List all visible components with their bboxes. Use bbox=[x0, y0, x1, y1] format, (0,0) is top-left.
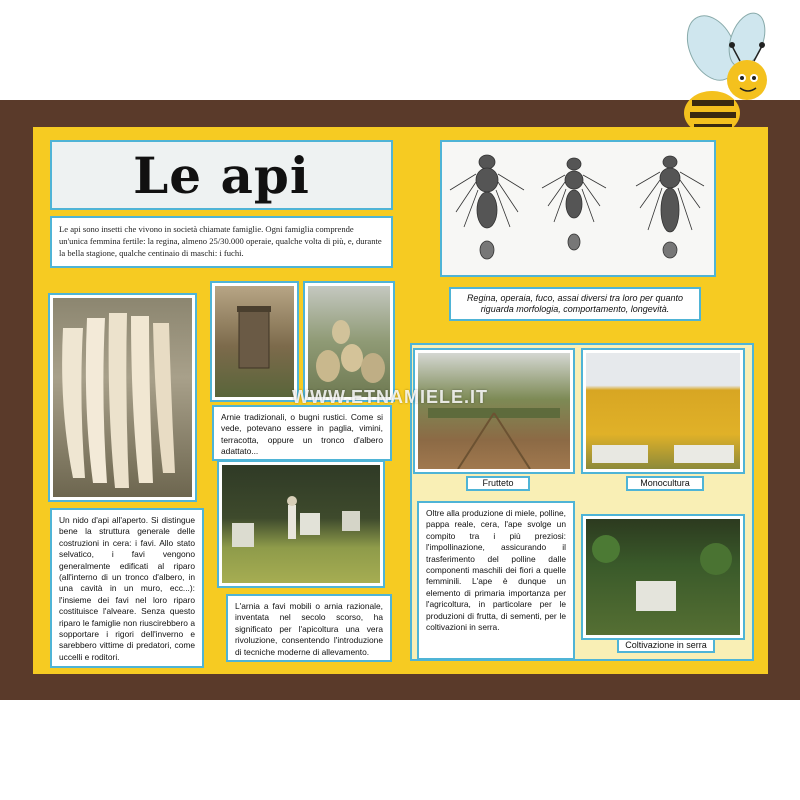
monoculture-caption: Monocultura bbox=[626, 476, 704, 491]
straw-hives-photo bbox=[305, 283, 393, 400]
beekeeper-photo bbox=[219, 462, 383, 586]
pollination-text: Oltre alla produzione di miele, polline, pappa reale, cera, l'ape svolge un compito tra i più preziosi: l'impollinazione, assicurando il trasferimento del polline dalle componenti maschili dei fiori a quelle femminili. L'ape è dunque un elemento di primaria importanza per l'agricoltura, in particolare per le produzioni di frutta, di sementi, per le coltivazioni in serra. bbox=[417, 501, 575, 660]
intro-text: Le api sono insetti che vivono in società chiamate famiglie. Ogni famiglia comprende un'unica femmina fertile: la regina, almeno 25/30.000 operaie, qualche volta di più, e, durante la bella stagione, qualche centinaio di maschi: i fuchi. bbox=[50, 216, 393, 268]
movable-hive-text: L'arnia a favi mobili o arnia razionale, inventata nel secolo scorso, ha significato per l'apicoltura una vera rivoluzione, consentendo l'introduzione di tecniche moderne di allevamento. bbox=[226, 594, 392, 662]
title-box bbox=[50, 140, 393, 210]
orchard-caption: Frutteto bbox=[466, 476, 530, 491]
bee-castes-diagram bbox=[440, 140, 716, 277]
traditional-hives-caption: Arnie tradizionali, o bugni rustici. Come si vede, potevano essere in paglia, vimini, terracotta, oppure un tronco d'albero adattato... bbox=[212, 405, 392, 461]
greenhouse-caption: Coltivazione in serra bbox=[617, 638, 715, 653]
watermark: WWW.ETNAMIELE.IT bbox=[292, 387, 488, 407]
worker-illustration bbox=[542, 158, 606, 250]
wild-nest-text: Un nido d'api all'aperto. Si distingue bene la struttura generale delle costruzioni in cera: i favi. Allo stato selvatico, i favi vengono generalmente edificati al riparo (all'interno di un tronco d'albero, in una cavità in un muro, ecc...): l'insieme dei favi nel loro riparo costituisce l'alveare. Senza questo riparo le famiglie non riuscirebbero a sopportare i rigori dell'inverno e sarebbero vittime di predatori, come uccelli e roditori. bbox=[50, 508, 204, 668]
greenhouse-photo bbox=[583, 516, 743, 638]
drone-illustration bbox=[450, 155, 524, 259]
monoculture-photo bbox=[583, 350, 743, 472]
queen-illustration bbox=[636, 156, 704, 258]
wild-honeycomb-photo bbox=[50, 295, 195, 500]
diagram-caption: Regina, operaia, fuco, assai diversi tra loro per quanto riguarda morfologia, comportamento, longevità. bbox=[449, 287, 701, 321]
bee-mascot-icon bbox=[672, 8, 782, 143]
orchard-photo bbox=[415, 350, 573, 472]
tree-hive-photo bbox=[212, 283, 297, 400]
poster-title: Le api bbox=[133, 145, 310, 205]
